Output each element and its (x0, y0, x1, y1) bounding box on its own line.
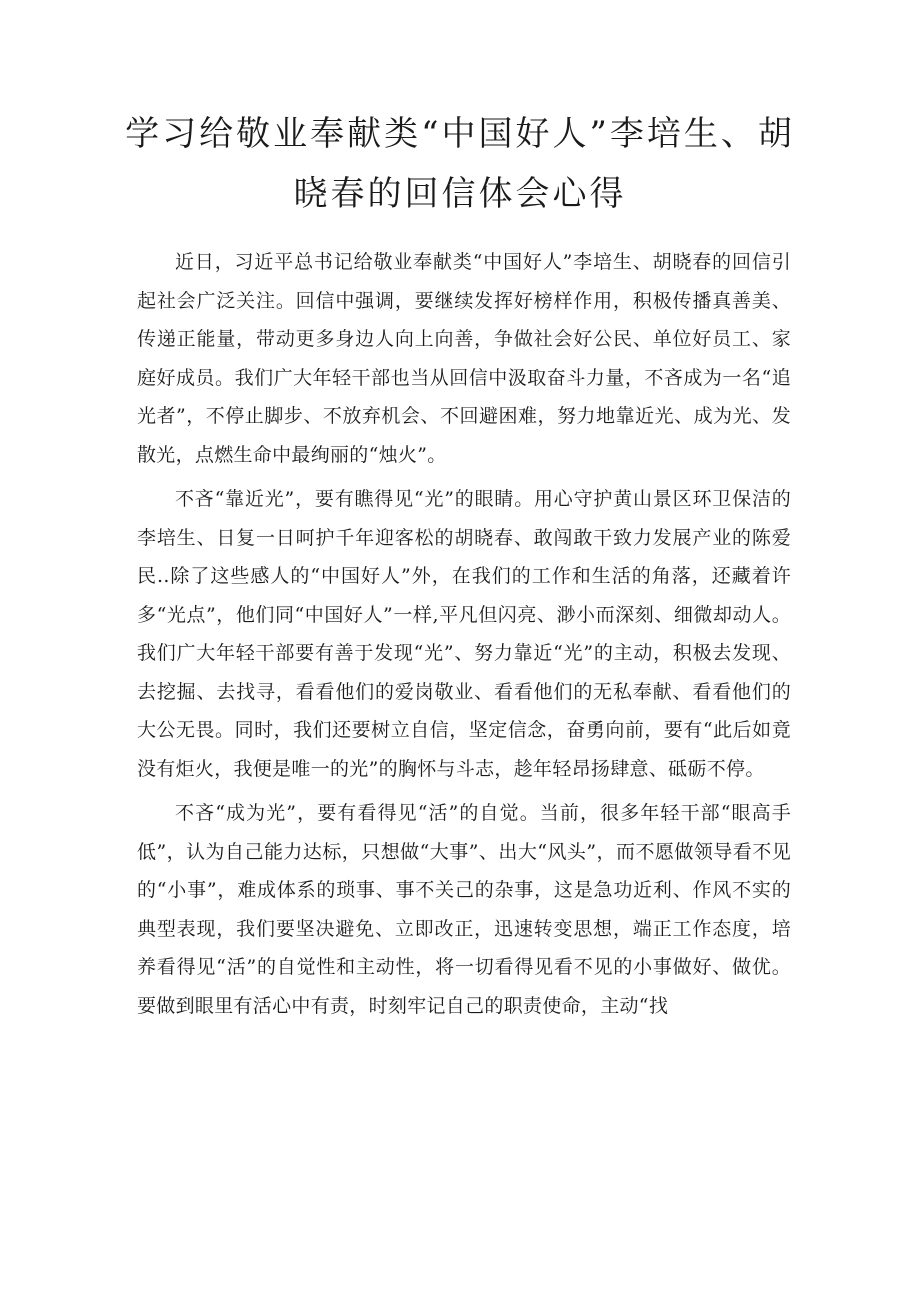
paragraph-1: 近日，习近平总书记给敬业奉献类“中国好人”李培生、胡晓春的回信引起社会广泛关注。回信中强调，要继续发挥好榜样作用，积极传播真善美、传递正能量，带动更多身边人向上向善，争做社会好公民、单位好员工、家庭好成员。我们广大年轻干部也当从回信中汲取奋斗力量，不吝成为一名“追光者”，不停止脚步、不放弃机会、不回避困难，努力地靠近光、成为光、发散光，点燃生命中最绚丽的“烛火”。 (137, 251, 791, 466)
document-title: 学习给敬业奉献类“中国好人”李培生、胡晓春的回信体会心得 (125, 114, 795, 214)
document-body (137, 243, 791, 1031)
paragraph-2: 不吝“靠近光”，要有瞧得见“光”的眼睛。用心守护黄山景区环卫保洁的李培生、日复一日呵护千年迎客松的胡晓春、敢闯敢干致力发展产业的陈爱民..除了这些感人的“中国好人”外，在我们的工作和生活的角落，还藏着许多“光点”，他们同“中国好人”一样,平凡但闪亮、渺小而深刻、细微却动人。我们广大年轻干部要有善于发现“光”、努力靠近“光”的主动，积极去发现、去挖掘、去找寻，看看他们的爱岗敬业、看看他们的无私奉献、看看他们的大公无畏。同时，我们还要树立自信，坚定信念，奋勇向前，要有“此后如竟没有炬火，我便是唯一的光”的胸怀与斗志，趁年轻昂扬肆意、砥砺不停。 (137, 488, 791, 780)
paragraph-3: 不吝“成为光”，要有看得见“活”的自觉。当前，很多年轻干部“眼高手低”，认为自己能力达标，只想做“大事”、出大“风头”，而不愿做领导看不见的“小事”，难成体系的琐事、事不关己的杂事，这是急功近利、作风不实的典型表现，我们要坚决避免、立即改正，迅速转变思想，端正工作态度，培养看得见“活”的自觉性和主动性，将一切看得见看不见的小事做好、做优。要做到眼里有活心中有责，时刻牢记自己的职责使命，主动“找 (137, 802, 791, 1017)
